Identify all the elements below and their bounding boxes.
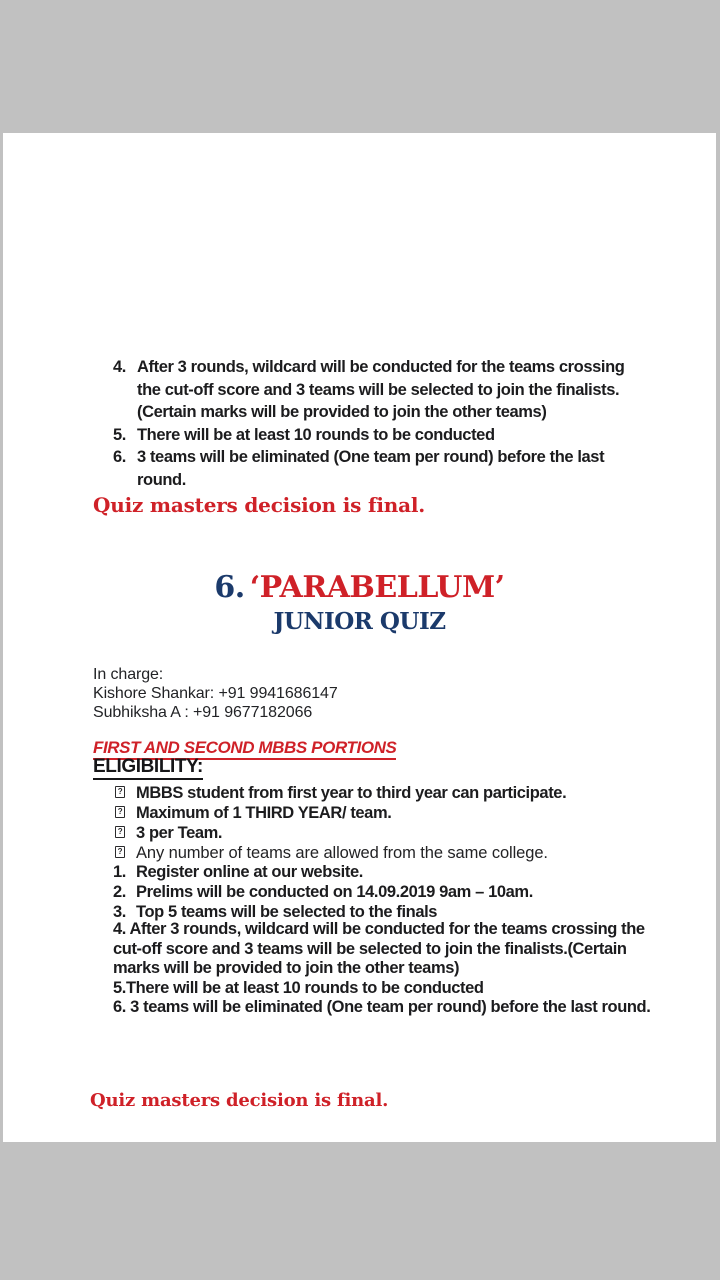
event-number: 6. bbox=[214, 570, 245, 605]
in-charge-block bbox=[93, 665, 338, 722]
paragraph-item: 4. After 3 rounds, wildcard will be conducted for the teams crossing the cut-off score and 3 teams will be selected to join the finalists.(Certain marks will be provided to join the other teams) bbox=[113, 920, 645, 977]
list-item-number: 1. bbox=[113, 863, 126, 881]
missing-glyph-icon: ? bbox=[115, 826, 125, 838]
list-item-text: 3 per Team. bbox=[136, 824, 223, 842]
list-item-text: 3 teams will be eliminated (One team per round) before the last round. bbox=[137, 448, 605, 489]
quiz-master-note: Quiz masters decision is final. bbox=[93, 493, 426, 517]
list-item-text: Any number of teams are allowed from the same college. bbox=[136, 844, 548, 862]
list-item-text: Register online at our website. bbox=[136, 863, 363, 881]
list-item-number: 5. bbox=[113, 425, 126, 444]
contact-line: Subhiksha A : +91 9677182066 bbox=[93, 704, 313, 721]
top-rules-list bbox=[113, 356, 638, 491]
in-charge-label: In charge: bbox=[93, 666, 164, 683]
missing-glyph-icon: ? bbox=[115, 806, 125, 818]
list-item bbox=[115, 823, 675, 843]
eligibility-bullet-list bbox=[115, 783, 675, 863]
event-title bbox=[3, 571, 716, 604]
list-item-number: 4. bbox=[113, 358, 126, 376]
list-item-number: 6. bbox=[113, 448, 126, 466]
event-subtitle: JUNIOR QUIZ bbox=[273, 608, 446, 635]
list-item bbox=[113, 902, 673, 922]
contact-line: Kishore Shankar: +91 9941686147 bbox=[93, 685, 338, 702]
list-item-text: Top 5 teams will be selected to the finals bbox=[136, 903, 438, 921]
event-name: ‘PARABELLUM’ bbox=[249, 570, 505, 605]
portions-heading: FIRST AND SECOND MBBS PORTIONS bbox=[93, 738, 396, 758]
list-item bbox=[113, 446, 638, 491]
list-item-text: After 3 rounds, wildcard will be conducted for the teams crossing the cut-off score and 3 teams will be selected to join the finalists.(Certain marks will be provided to join the other teams) bbox=[137, 358, 625, 421]
list-item bbox=[115, 843, 675, 863]
document-page bbox=[3, 133, 716, 1142]
list-item-number: 3. bbox=[113, 903, 126, 921]
eligibility-steps-list bbox=[113, 862, 673, 922]
list-item bbox=[115, 803, 675, 823]
quiz-master-note: Quiz masters decision is final. bbox=[90, 1090, 389, 1111]
list-item bbox=[115, 783, 675, 803]
list-item-text: There will be at least 10 rounds to be conducted bbox=[137, 425, 495, 444]
paragraph-item: 6. 3 teams will be eliminated (One team per round) before the last round. bbox=[113, 998, 651, 1016]
list-item bbox=[113, 862, 673, 882]
list-item-text: MBBS student from first year to third year can participate. bbox=[136, 784, 567, 802]
list-item-text: Maximum of 1 THIRD YEAR/ team. bbox=[136, 804, 392, 822]
missing-glyph-icon: ? bbox=[115, 786, 125, 798]
eligibility-heading: ELIGIBILITY: bbox=[93, 756, 203, 778]
list-item bbox=[113, 356, 638, 424]
list-item bbox=[113, 882, 673, 902]
eligibility-paragraph-rules bbox=[113, 920, 653, 1018]
list-item-number: 2. bbox=[113, 883, 126, 901]
list-item bbox=[113, 424, 638, 447]
missing-glyph-icon: ? bbox=[115, 846, 125, 858]
paragraph-item: 5.There will be at least 10 rounds to be conducted bbox=[113, 978, 484, 997]
list-item-text: Prelims will be conducted on 14.09.2019 9am – 10am. bbox=[136, 883, 533, 901]
